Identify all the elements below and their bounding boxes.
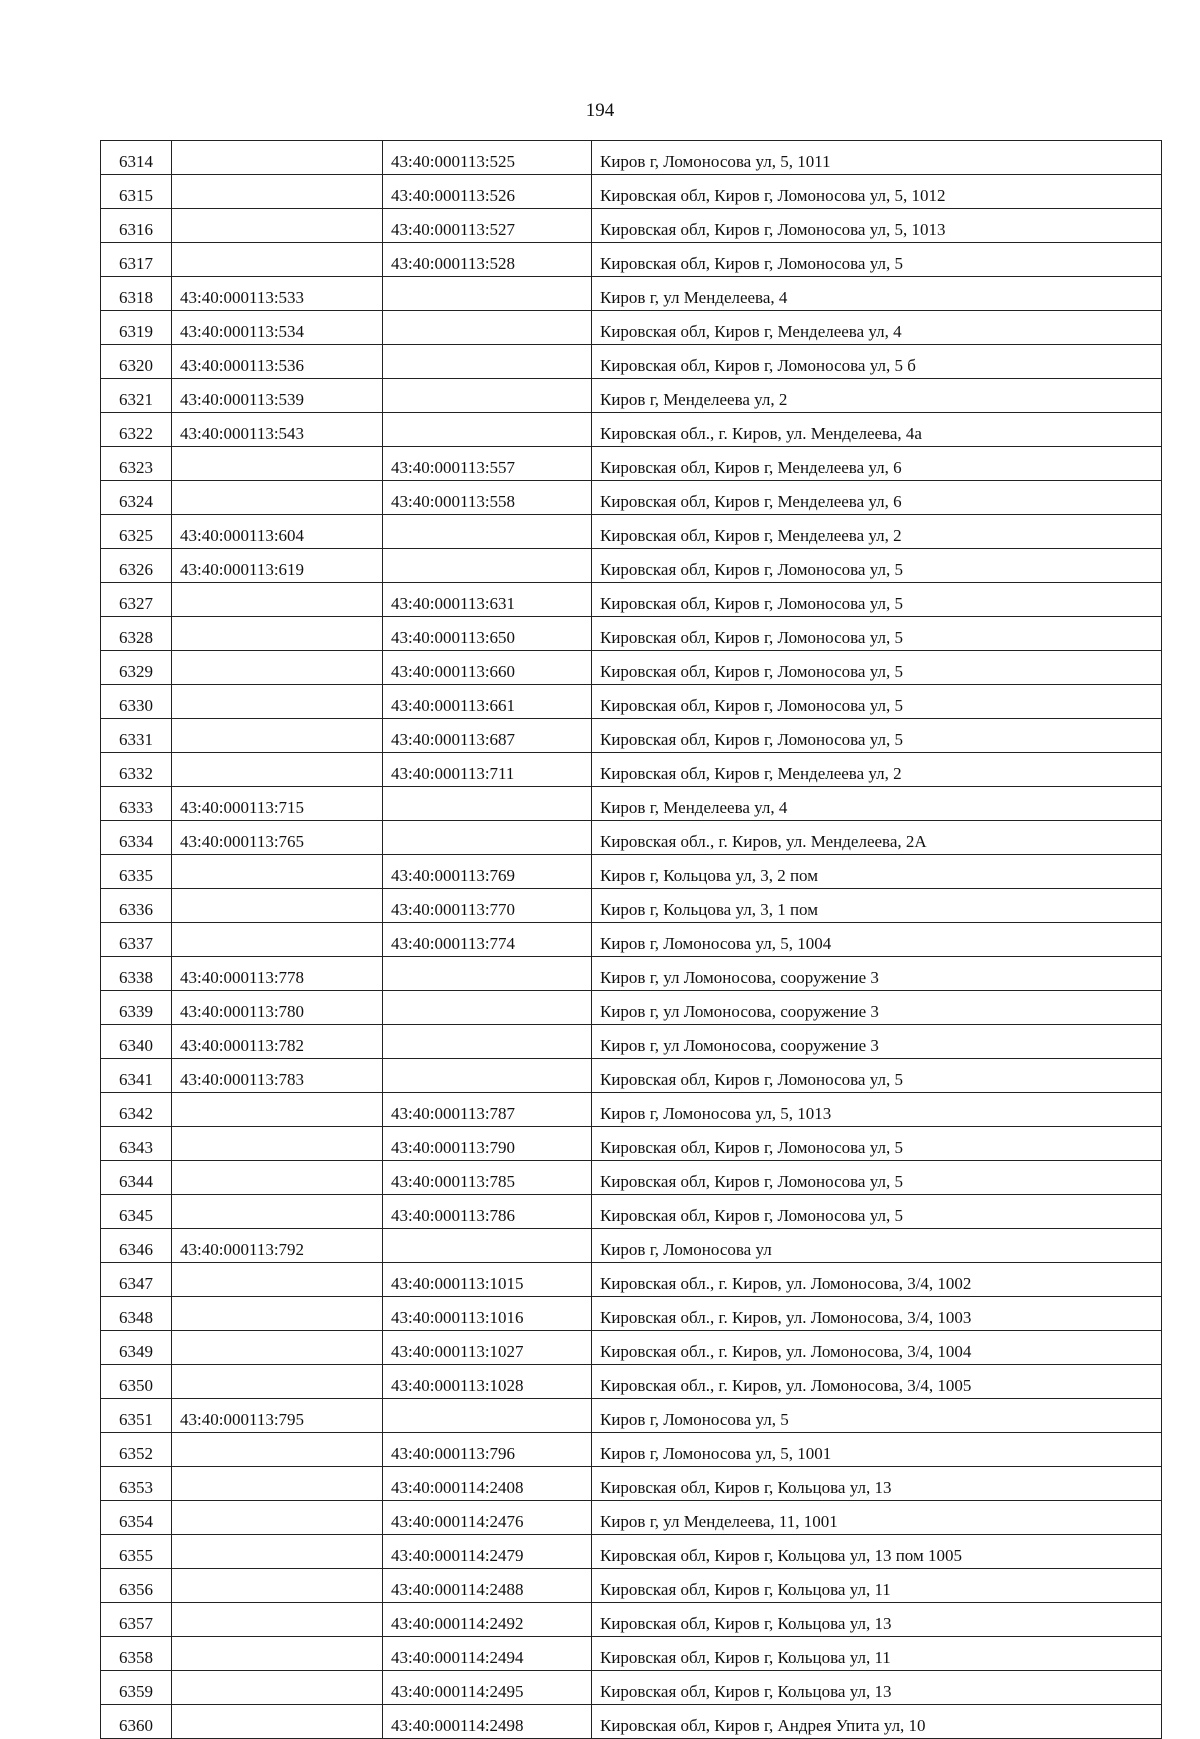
- address-cell: Кировская обл, Киров г, Ломоносова ул, 5: [592, 243, 1162, 277]
- related-cadastral-number-cell: 43:40:000113:526: [383, 175, 592, 209]
- address-cell: Кировская обл, Киров г, Ломоносова ул, 5, 1013: [592, 209, 1162, 243]
- cadastral-number-cell: [172, 481, 383, 515]
- address-cell: Кировская обл, Киров г, Кольцова ул, 11: [592, 1569, 1162, 1603]
- cadastral-number-cell: [172, 1535, 383, 1569]
- address-cell: Кировская обл, Киров г, Ломоносова ул, 5: [592, 583, 1162, 617]
- address-cell: Киров г, Менделеева ул, 4: [592, 787, 1162, 821]
- related-cadastral-number-cell: 43:40:000113:1028: [383, 1365, 592, 1399]
- related-cadastral-number-cell: 43:40:000114:2479: [383, 1535, 592, 1569]
- row-number-cell: 6351: [101, 1399, 172, 1433]
- cadastral-number-cell: 43:40:000113:604: [172, 515, 383, 549]
- table-row: [101, 1535, 1162, 1569]
- row-number-cell: 6344: [101, 1161, 172, 1195]
- cadastral-number-cell: [172, 243, 383, 277]
- table-row: [101, 447, 1162, 481]
- row-number-cell: 6328: [101, 617, 172, 651]
- cadastral-number-cell: 43:40:000113:536: [172, 345, 383, 379]
- cadastral-number-cell: 43:40:000113:534: [172, 311, 383, 345]
- table-row: [101, 957, 1162, 991]
- table-row: [101, 889, 1162, 923]
- address-cell: Кировская обл, Киров г, Ломоносова ул, 5: [592, 719, 1162, 753]
- cadastral-number-cell: 43:40:000113:533: [172, 277, 383, 311]
- row-number-cell: 6360: [101, 1705, 172, 1739]
- address-cell: Киров г, ул Менделеева, 11, 1001: [592, 1501, 1162, 1535]
- table-row: [101, 991, 1162, 1025]
- cadastral-number-cell: [172, 1433, 383, 1467]
- address-cell: Кировская обл, Киров г, Ломоносова ул, 5: [592, 549, 1162, 583]
- related-cadastral-number-cell: [383, 549, 592, 583]
- related-cadastral-number-cell: 43:40:000114:2492: [383, 1603, 592, 1637]
- address-cell: Киров г, Ломоносова ул, 5, 1013: [592, 1093, 1162, 1127]
- cadastral-number-cell: [172, 1093, 383, 1127]
- address-cell: Кировская обл, Киров г, Ломоносова ул, 5 б: [592, 345, 1162, 379]
- related-cadastral-number-cell: 43:40:000113:687: [383, 719, 592, 753]
- table-row: [101, 1161, 1162, 1195]
- address-cell: Кировская обл, Киров г, Ломоносова ул, 5: [592, 1059, 1162, 1093]
- address-cell: Кировская обл., г. Киров, ул. Ломоносова, 3/4, 1005: [592, 1365, 1162, 1399]
- address-cell: Кировская обл, Киров г, Менделеева ул, 2: [592, 753, 1162, 787]
- address-cell: Кировская обл., г. Киров, ул. Менделеева, 4а: [592, 413, 1162, 447]
- cadastral-number-cell: [172, 1297, 383, 1331]
- row-number-cell: 6359: [101, 1671, 172, 1705]
- row-number-cell: 6352: [101, 1433, 172, 1467]
- address-cell: Кировская обл., г. Киров, ул. Ломоносова, 3/4, 1002: [592, 1263, 1162, 1297]
- row-number-cell: 6346: [101, 1229, 172, 1263]
- cadastral-number-cell: 43:40:000113:782: [172, 1025, 383, 1059]
- row-number-cell: 6334: [101, 821, 172, 855]
- table-row: [101, 923, 1162, 957]
- table-row: [101, 651, 1162, 685]
- address-cell: Кировская обл, Киров г, Ломоносова ул, 5: [592, 685, 1162, 719]
- related-cadastral-number-cell: 43:40:000113:770: [383, 889, 592, 923]
- row-number-cell: 6315: [101, 175, 172, 209]
- table-row: [101, 175, 1162, 209]
- table-row: [101, 243, 1162, 277]
- related-cadastral-number-cell: 43:40:000114:2488: [383, 1569, 592, 1603]
- address-cell: Кировская обл., г. Киров, ул. Ломоносова, 3/4, 1004: [592, 1331, 1162, 1365]
- address-cell: Кировская обл., г. Киров, ул. Менделеева, 2А: [592, 821, 1162, 855]
- row-number-cell: 6339: [101, 991, 172, 1025]
- table-row: [101, 345, 1162, 379]
- address-cell: Кировская обл, Киров г, Кольцова ул, 13: [592, 1671, 1162, 1705]
- related-cadastral-number-cell: [383, 1025, 592, 1059]
- address-cell: Киров г, ул Ломоносова, сооружение 3: [592, 991, 1162, 1025]
- address-cell: Кировская обл, Киров г, Ломоносова ул, 5: [592, 1195, 1162, 1229]
- related-cadastral-number-cell: 43:40:000113:650: [383, 617, 592, 651]
- cadastral-number-cell: [172, 1365, 383, 1399]
- cadastral-number-cell: 43:40:000113:792: [172, 1229, 383, 1263]
- related-cadastral-number-cell: 43:40:000114:2495: [383, 1671, 592, 1705]
- table-row: [101, 1263, 1162, 1297]
- address-cell: Киров г, Ломоносова ул, 5, 1004: [592, 923, 1162, 957]
- table-row: [101, 277, 1162, 311]
- cadastral-number-cell: [172, 685, 383, 719]
- cadastral-number-cell: [172, 651, 383, 685]
- related-cadastral-number-cell: 43:40:000113:786: [383, 1195, 592, 1229]
- table-row: [101, 481, 1162, 515]
- table-row: [101, 787, 1162, 821]
- related-cadastral-number-cell: 43:40:000114:2494: [383, 1637, 592, 1671]
- related-cadastral-number-cell: 43:40:000114:2498: [383, 1705, 592, 1739]
- address-cell: Киров г, ул Ломоносова, сооружение 3: [592, 957, 1162, 991]
- related-cadastral-number-cell: 43:40:000113:787: [383, 1093, 592, 1127]
- row-number-cell: 6347: [101, 1263, 172, 1297]
- cadastral-number-cell: [172, 447, 383, 481]
- table-row: [101, 1025, 1162, 1059]
- cadastral-number-cell: [172, 889, 383, 923]
- related-cadastral-number-cell: [383, 957, 592, 991]
- row-number-cell: 6355: [101, 1535, 172, 1569]
- table-row: [101, 1399, 1162, 1433]
- address-cell: Кировская обл, Киров г, Менделеева ул, 6: [592, 481, 1162, 515]
- address-cell: Кировская обл, Киров г, Кольцова ул, 13: [592, 1467, 1162, 1501]
- table-row: [101, 209, 1162, 243]
- registry-table-body: [101, 141, 1162, 1739]
- row-number-cell: 6342: [101, 1093, 172, 1127]
- cadastral-number-cell: [172, 175, 383, 209]
- table-row: [101, 1671, 1162, 1705]
- related-cadastral-number-cell: 43:40:000113:711: [383, 753, 592, 787]
- table-row: [101, 1501, 1162, 1535]
- address-cell: Киров г, Кольцова ул, 3, 1 пом: [592, 889, 1162, 923]
- table-row: [101, 1365, 1162, 1399]
- related-cadastral-number-cell: [383, 277, 592, 311]
- cadastral-number-cell: [172, 1331, 383, 1365]
- table-row: [101, 515, 1162, 549]
- cadastral-number-cell: 43:40:000113:778: [172, 957, 383, 991]
- related-cadastral-number-cell: [383, 1059, 592, 1093]
- cadastral-number-cell: [172, 719, 383, 753]
- address-cell: Киров г, Менделеева ул, 2: [592, 379, 1162, 413]
- related-cadastral-number-cell: 43:40:000113:1027: [383, 1331, 592, 1365]
- row-number-cell: 6343: [101, 1127, 172, 1161]
- address-cell: Кировская обл, Киров г, Кольцова ул, 11: [592, 1637, 1162, 1671]
- table-row: [101, 719, 1162, 753]
- registry-table: [100, 140, 1162, 1739]
- table-row: [101, 821, 1162, 855]
- table-row: [101, 1059, 1162, 1093]
- cadastral-number-cell: [172, 855, 383, 889]
- related-cadastral-number-cell: [383, 311, 592, 345]
- table-row: [101, 1127, 1162, 1161]
- cadastral-number-cell: [172, 141, 383, 175]
- row-number-cell: 6341: [101, 1059, 172, 1093]
- cadastral-number-cell: 43:40:000113:539: [172, 379, 383, 413]
- related-cadastral-number-cell: 43:40:000114:2476: [383, 1501, 592, 1535]
- cadastral-number-cell: [172, 1705, 383, 1739]
- row-number-cell: 6314: [101, 141, 172, 175]
- table-row: [101, 1603, 1162, 1637]
- table-row: [101, 1433, 1162, 1467]
- table-row: [101, 1195, 1162, 1229]
- related-cadastral-number-cell: 43:40:000113:790: [383, 1127, 592, 1161]
- address-cell: Кировская обл, Киров г, Менделеева ул, 6: [592, 447, 1162, 481]
- row-number-cell: 6323: [101, 447, 172, 481]
- table-row: [101, 1229, 1162, 1263]
- row-number-cell: 6325: [101, 515, 172, 549]
- row-number-cell: 6331: [101, 719, 172, 753]
- related-cadastral-number-cell: [383, 1399, 592, 1433]
- row-number-cell: 6348: [101, 1297, 172, 1331]
- cadastral-number-cell: [172, 1263, 383, 1297]
- related-cadastral-number-cell: 43:40:000113:525: [383, 141, 592, 175]
- related-cadastral-number-cell: 43:40:000113:1015: [383, 1263, 592, 1297]
- address-cell: Кировская обл, Киров г, Ломоносова ул, 5: [592, 1127, 1162, 1161]
- row-number-cell: 6354: [101, 1501, 172, 1535]
- row-number-cell: 6326: [101, 549, 172, 583]
- row-number-cell: 6332: [101, 753, 172, 787]
- page-number: 194: [585, 100, 615, 121]
- cadastral-number-cell: 43:40:000113:795: [172, 1399, 383, 1433]
- related-cadastral-number-cell: [383, 413, 592, 447]
- related-cadastral-number-cell: 43:40:000113:557: [383, 447, 592, 481]
- related-cadastral-number-cell: 43:40:000113:660: [383, 651, 592, 685]
- address-cell: Кировская обл, Киров г, Менделеева ул, 2: [592, 515, 1162, 549]
- table-row: [101, 141, 1162, 175]
- cadastral-number-cell: [172, 617, 383, 651]
- cadastral-number-cell: 43:40:000113:780: [172, 991, 383, 1025]
- related-cadastral-number-cell: 43:40:000113:528: [383, 243, 592, 277]
- cadastral-number-cell: [172, 753, 383, 787]
- cadastral-number-cell: 43:40:000113:715: [172, 787, 383, 821]
- row-number-cell: 6316: [101, 209, 172, 243]
- row-number-cell: 6330: [101, 685, 172, 719]
- address-cell: Киров г, Ломоносова ул, 5, 1001: [592, 1433, 1162, 1467]
- related-cadastral-number-cell: [383, 345, 592, 379]
- row-number-cell: 6349: [101, 1331, 172, 1365]
- table-row: [101, 413, 1162, 447]
- row-number-cell: 6322: [101, 413, 172, 447]
- cadastral-number-cell: [172, 1637, 383, 1671]
- table-row: [101, 685, 1162, 719]
- cadastral-number-cell: [172, 1467, 383, 1501]
- row-number-cell: 6338: [101, 957, 172, 991]
- cadastral-number-cell: 43:40:000113:619: [172, 549, 383, 583]
- row-number-cell: 6350: [101, 1365, 172, 1399]
- table-row: [101, 1637, 1162, 1671]
- cadastral-number-cell: [172, 1127, 383, 1161]
- related-cadastral-number-cell: [383, 991, 592, 1025]
- related-cadastral-number-cell: 43:40:000113:631: [383, 583, 592, 617]
- related-cadastral-number-cell: [383, 515, 592, 549]
- table-row: [101, 1569, 1162, 1603]
- address-cell: Киров г, ул Менделеева, 4: [592, 277, 1162, 311]
- related-cadastral-number-cell: 43:40:000113:785: [383, 1161, 592, 1195]
- address-cell: Киров г, ул Ломоносова, сооружение 3: [592, 1025, 1162, 1059]
- address-cell: Кировская обл, Киров г, Андрея Упита ул, 10: [592, 1705, 1162, 1739]
- table-row: [101, 855, 1162, 889]
- address-cell: Кировская обл, Киров г, Ломоносова ул, 5: [592, 617, 1162, 651]
- related-cadastral-number-cell: 43:40:000113:1016: [383, 1297, 592, 1331]
- address-cell: Кировская обл, Киров г, Кольцова ул, 13 пом 1005: [592, 1535, 1162, 1569]
- row-number-cell: 6327: [101, 583, 172, 617]
- table-row: [101, 1705, 1162, 1739]
- related-cadastral-number-cell: 43:40:000113:774: [383, 923, 592, 957]
- row-number-cell: 6357: [101, 1603, 172, 1637]
- table-row: [101, 753, 1162, 787]
- table-row: [101, 1467, 1162, 1501]
- address-cell: Киров г, Ломоносова ул: [592, 1229, 1162, 1263]
- table-row: [101, 617, 1162, 651]
- address-cell: Киров г, Кольцова ул, 3, 2 пом: [592, 855, 1162, 889]
- related-cadastral-number-cell: [383, 379, 592, 413]
- row-number-cell: 6329: [101, 651, 172, 685]
- row-number-cell: 6336: [101, 889, 172, 923]
- row-number-cell: 6345: [101, 1195, 172, 1229]
- related-cadastral-number-cell: 43:40:000113:661: [383, 685, 592, 719]
- row-number-cell: 6337: [101, 923, 172, 957]
- cadastral-number-cell: [172, 1501, 383, 1535]
- related-cadastral-number-cell: 43:40:000114:2408: [383, 1467, 592, 1501]
- related-cadastral-number-cell: [383, 787, 592, 821]
- cadastral-number-cell: [172, 1161, 383, 1195]
- address-cell: Кировская обл, Киров г, Менделеева ул, 4: [592, 311, 1162, 345]
- table-row: [101, 1297, 1162, 1331]
- row-number-cell: 6333: [101, 787, 172, 821]
- related-cadastral-number-cell: 43:40:000113:527: [383, 209, 592, 243]
- address-cell: Кировская обл, Киров г, Ломоносова ул, 5, 1012: [592, 175, 1162, 209]
- cadastral-number-cell: [172, 1195, 383, 1229]
- related-cadastral-number-cell: 43:40:000113:558: [383, 481, 592, 515]
- row-number-cell: 6321: [101, 379, 172, 413]
- related-cadastral-number-cell: [383, 821, 592, 855]
- row-number-cell: 6358: [101, 1637, 172, 1671]
- cadastral-number-cell: [172, 1671, 383, 1705]
- address-cell: Киров г, Ломоносова ул, 5: [592, 1399, 1162, 1433]
- row-number-cell: 6356: [101, 1569, 172, 1603]
- cadastral-number-cell: [172, 1603, 383, 1637]
- row-number-cell: 6317: [101, 243, 172, 277]
- table-row: [101, 1331, 1162, 1365]
- address-cell: Кировская обл, Киров г, Кольцова ул, 13: [592, 1603, 1162, 1637]
- table-row: [101, 583, 1162, 617]
- cadastral-number-cell: [172, 923, 383, 957]
- row-number-cell: 6340: [101, 1025, 172, 1059]
- cadastral-number-cell: 43:40:000113:765: [172, 821, 383, 855]
- related-cadastral-number-cell: 43:40:000113:796: [383, 1433, 592, 1467]
- address-cell: Кировская обл., г. Киров, ул. Ломоносова, 3/4, 1003: [592, 1297, 1162, 1331]
- row-number-cell: 6319: [101, 311, 172, 345]
- address-cell: Кировская обл, Киров г, Ломоносова ул, 5: [592, 651, 1162, 685]
- row-number-cell: 6320: [101, 345, 172, 379]
- related-cadastral-number-cell: [383, 1229, 592, 1263]
- cadastral-number-cell: [172, 209, 383, 243]
- cadastral-number-cell: [172, 583, 383, 617]
- address-cell: Кировская обл, Киров г, Ломоносова ул, 5: [592, 1161, 1162, 1195]
- row-number-cell: 6335: [101, 855, 172, 889]
- table-row: [101, 379, 1162, 413]
- row-number-cell: 6353: [101, 1467, 172, 1501]
- address-cell: Киров г, Ломоносова ул, 5, 1011: [592, 141, 1162, 175]
- related-cadastral-number-cell: 43:40:000113:769: [383, 855, 592, 889]
- cadastral-number-cell: 43:40:000113:543: [172, 413, 383, 447]
- row-number-cell: 6318: [101, 277, 172, 311]
- table-row: [101, 549, 1162, 583]
- cadastral-number-cell: [172, 1569, 383, 1603]
- row-number-cell: 6324: [101, 481, 172, 515]
- table-row: [101, 311, 1162, 345]
- table-row: [101, 1093, 1162, 1127]
- cadastral-number-cell: 43:40:000113:783: [172, 1059, 383, 1093]
